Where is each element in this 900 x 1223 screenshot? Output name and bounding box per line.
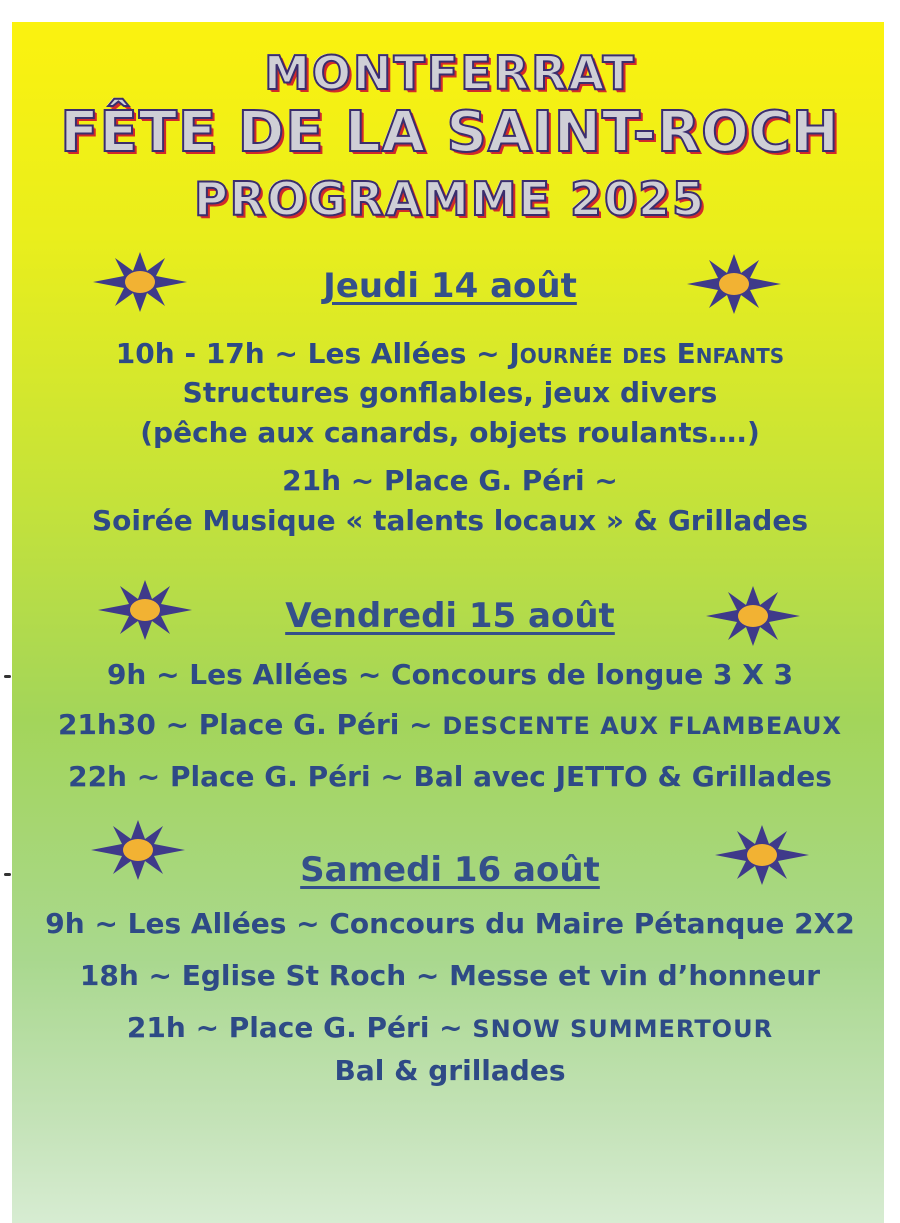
- event-line: 22h ~ Place G. Péri ~ Bal avec JETTO & Grillades: [68, 760, 832, 793]
- day-heading-saturday: Samedi 16 août: [300, 850, 600, 890]
- event-line: 9h ~ Les Allées ~ Concours de longue 3 X 3: [106, 658, 794, 691]
- event-line: [0, 337, 900, 370]
- event-line: 21h ~ Place G. Péri ~: [282, 464, 618, 497]
- event-time-place: 10h - 17h ~ Les Allées ~: [115, 337, 510, 370]
- day-heading-friday: Vendredi 15 août: [285, 596, 615, 636]
- event-line: Bal & grillades: [334, 1054, 566, 1087]
- title-programme: PROGRAMME 2025: [193, 172, 707, 226]
- event-line: 9h ~ Les Allées ~ Concours du Maire Pétanque 2X2: [45, 907, 855, 940]
- day-heading-thursday: Jeudi 14 août: [323, 266, 577, 306]
- event-time-place: 21h30 ~ Place G. Péri ~: [57, 708, 443, 741]
- event-line: [0, 1011, 900, 1044]
- event-line: Structures gonflables, jeux divers: [182, 376, 718, 409]
- event-line: Soirée Musique « talents locaux » & Grillades: [92, 504, 808, 537]
- event-highlight: DESCENTE AUX FLAMBEAUX: [442, 712, 843, 740]
- event-line: 18h ~ Eglise St Roch ~ Messe et vin d’honneur: [79, 959, 821, 992]
- title-town: MONTFERRAT: [264, 46, 636, 100]
- event-highlight: SNOW SUMMERTOUR: [472, 1015, 774, 1043]
- event-line: (pêche aux canards, objets roulants….): [140, 416, 760, 449]
- title-event: FÊTE DE LA SAINT-ROCH: [60, 100, 840, 165]
- event-time-place: 21h ~ Place G. Péri ~: [126, 1011, 473, 1044]
- event-highlight: Journée des Enfants: [509, 337, 785, 370]
- event-line: [0, 708, 900, 741]
